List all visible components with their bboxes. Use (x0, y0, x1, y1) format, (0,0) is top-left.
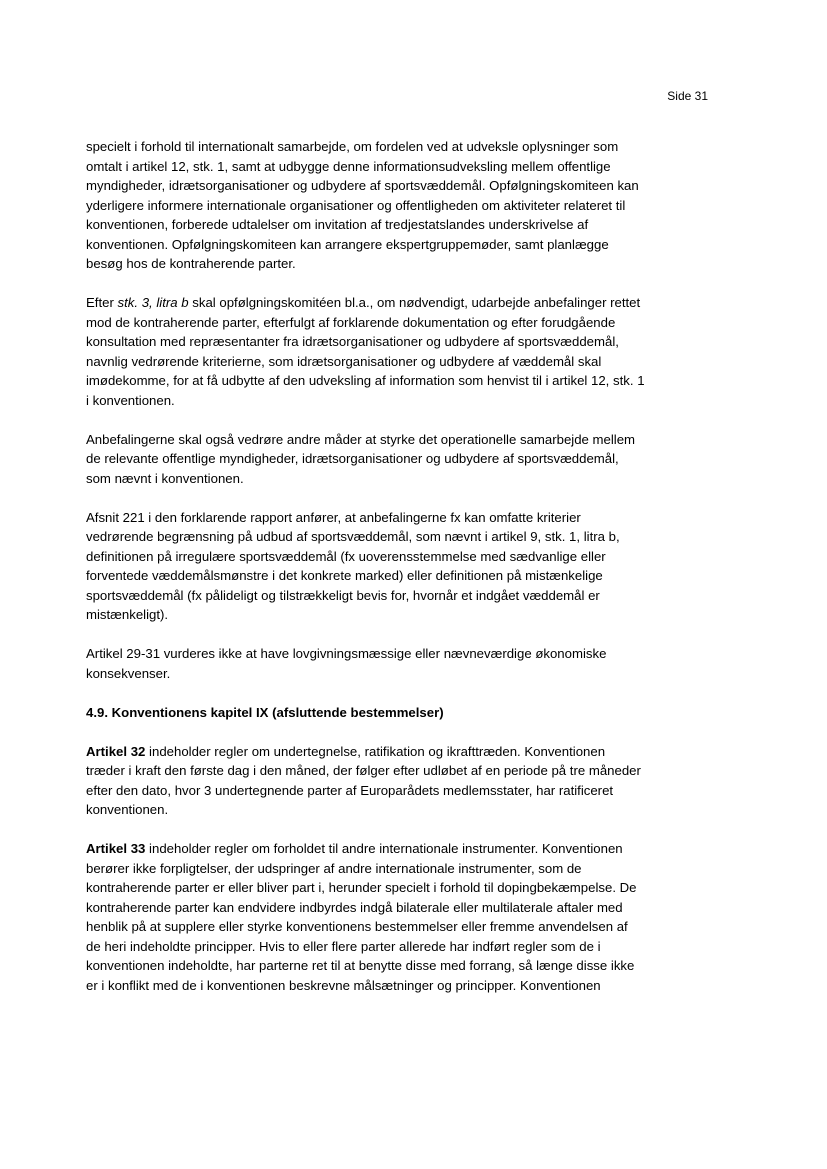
paragraph-consequences: Artikel 29-31 vurderes ikke at have lovgivningsmæssige eller nævneværdige økonomiske konsekvenser. (86, 646, 607, 681)
paragraph-article-33 (86, 839, 646, 995)
paragraph-article-32 (86, 742, 646, 820)
paragraph-operational-cooperation: Anbefalingerne skal også vedrøre andre måder at styrke det operationelle samarbejde mellem de relevante offentlige myndigheder, idrætsorganisationer og udbydere af sportsvæddemål, som nævnt i konventionen. (86, 431, 636, 486)
article-lead: Artikel 32 (86, 743, 146, 759)
reference-italic: stk. 3, litra b (117, 295, 189, 310)
article-lead: Artikel 33 (86, 841, 146, 856)
paragraph-followup-committee-duties: specielt i forhold til internationalt samarbejde, om fordelen ved at udveksle oplysninger som omtalt i artikel 12, stk. 1, samt at udbygge denne informationsudveksling mellem offentlige myndigheder, idrætsorganisationer og udbydere af sportsvæddemål. Opfølgningskomiteen kan yderligere informere internationale organisationer og offentligheden om aktiviteter relateret til konventionen, forberede udtalelser om invitation af tredjestatslandes underskrivelse af konventionen. Opfølgningskomiteen kan arrangere ekspertgruppemøder, samt planlægge besøg hos de kontraherende parter. (86, 139, 639, 271)
page-number: Side 31 (667, 89, 708, 103)
paragraph-text: skal opfølgningskomitéen bl.a., om nødvendigt, udarbejde anbefalinger rettet mod de kontraherende parter, efterfulgt af forklarende dokumentation og efter forudgående konsultation med repræsentanter fra idrætsorganisationer og udbydere af sportsvæddemål, navnlig vedrørende kriterierne, som idrætsorganisationer og udbydere af væddemål skal imødekomme, for at få udbytte af den udveksling af information som henvist til i artikel 12, stk. 1 i konventionen. (86, 295, 645, 408)
paragraph-recommendations (86, 293, 646, 410)
paragraph-text: indeholder regler om undertegnelse, ratifikation og ikrafttræden. Konventionen træder i kraft den første dag i den måned, der følger efter udløbet af en periode på tre måneder efter den dato, hvor 3 undertegnende parter af Europarådets medlemsstater, har ratificeret konventionen. (86, 743, 641, 817)
section-heading: 4.9. Konventionens kapitel IX (afsluttende bestemmelser) (86, 704, 444, 720)
paragraph-text: Efter (86, 295, 118, 310)
document-body (86, 137, 646, 1015)
paragraph-text: indeholder regler om forholdet til andre internationale instrumenter. Konventionen berører ikke forpligtelser, der udspringer af andre internationale instrumenter, som de kontraherende parter er eller bliver part i, herunder specielt i forhold til dopingbekæmpelse. De kontraherende parter kan endvidere indbyrdes indgå bilaterale eller multilaterale aftaler med henblik på at supplere eller styrke konventionens bestemmelser eller fremme anvendelsen af de heri indeholdte principper. Hvis to eller flere parter allerede har indført regler som de i konventionen indeholdte, har parterne ret til at benytte disse med forrang, så længe disse ikke er i konflikt med de i konventionen beskrevne målsætninger og principper. Konventionen (86, 841, 637, 993)
paragraph-explanatory-report: Afsnit 221 i den forklarende rapport anfører, at anbefalingerne fx kan omfatte kriterier vedrørende begrænsning på udbud af sportsvæddemål, som nævnt i artikel 9, stk. 1, litra b, definitionen på irregulære sportsvæddemål (fx uoverensstemmelse med sædvanlige eller forventede væddemålsmønstre i det konkrete marked) eller definitionen på mistænkelige sportsvæddemål (fx pålideligt og tilstrækkeligt bevis for, hvornår et indgået væddemål er mistænkeligt). (86, 509, 620, 622)
